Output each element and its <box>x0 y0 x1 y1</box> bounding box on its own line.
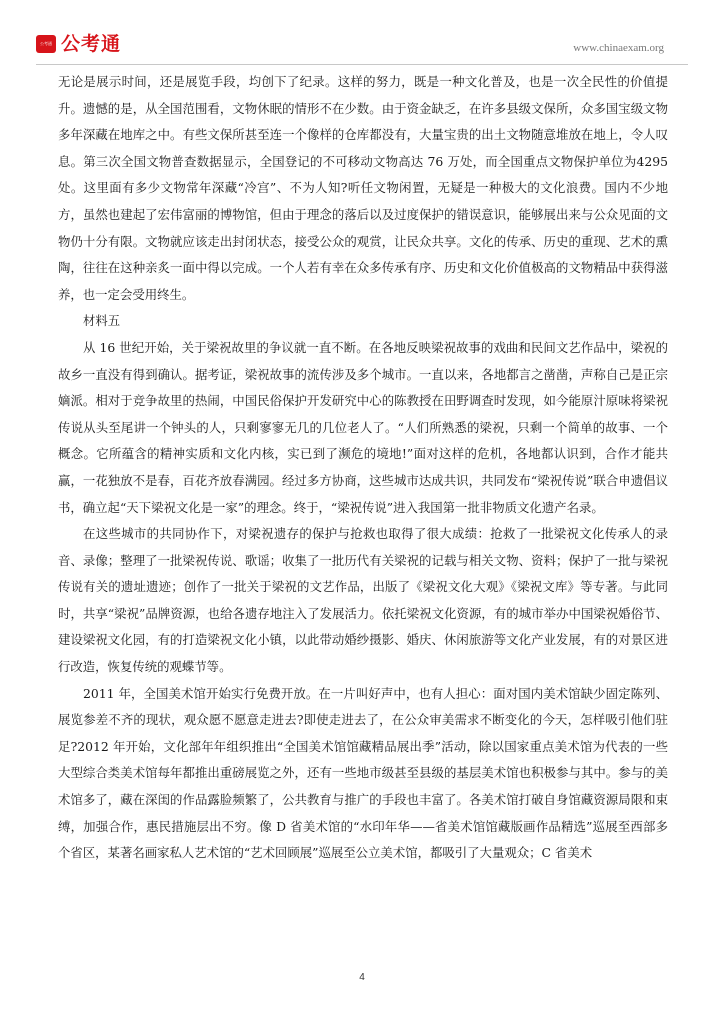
header-divider <box>36 64 688 65</box>
paragraph: 2011 年，全国美术馆开始实行免费开放。在一片叫好声中，也有人担心：面对国内美术馆缺少固定陈列、展览参差不齐的现状，观众愿不愿意走进去?即使走进去了，在公众审美需求不断变化的今天，怎样吸引他们驻足?2012 年开始，文化部年年组织推出“全国美术馆馆藏精品展出季”活动，除以国家重点美术馆为代表的一些大型综合类美术馆每年都推出重磅展览之外，还有一些地市级甚至县级的基层美术馆也积极参与其中。参与的美术馆多了，藏在深闺的作品露脸频繁了，公共教育与推广的手段也丰富了。各美术馆打破自身馆藏资源局限和束缚，加强合作，惠民措施层出不穷。像 D 省美术馆的“水印年华——省美术馆馆藏版画作品精选”巡展至西部多个省区，某著名画家私人艺术馆的“艺术回顾展”巡展至公立美术馆，都吸引了大量观众；C 省美术 <box>58 685 668 861</box>
paragraph: 在这些城市的共同协作下，对梁祝遗存的保护与抢救也取得了很大成绩：抢救了一批梁祝文化传承人的录音、录像；整理了一批梁祝传说、歌谣；收集了一批历代有关梁祝的记载与相关文物、资料；保护了一批与梁祝传说有关的遗址遗迹；创作了一批关于梁祝的文艺作品，出版了《梁祝文化大观》《梁祝文库》等专著。与此同时，共享“梁祝”品牌资源，也给各遗存地注入了发展活力。依托梁祝文化资源，有的城市举办中国梁祝婚俗节、建设梁祝文化园，有的打造梁祝文化小镇，以此带动婚纱摄影、婚庆、休闲旅游等文化产业发展，有的对景区进行改造，恢复传统的观蝶节等。 <box>58 526 668 675</box>
logo-text: 公考通 <box>61 33 122 55</box>
site-url: www.chinaexam.org <box>573 42 664 54</box>
page-number: 4 <box>359 972 365 983</box>
logo-icon: 公考通 <box>36 35 56 53</box>
page-header <box>36 31 688 61</box>
document-body <box>58 69 668 867</box>
paragraph: 从 16 世纪开始，关于梁祝故里的争议就一直不断。在各地反映梁祝故事的戏曲和民间文艺作品中，梁祝的故乡一直没有得到确认。据考证，梁祝故事的流传涉及多个城市。一直以来，各地都言之凿凿，声称自己是正宗嫡派。相对于竞争故里的热闹，中国民俗保护开发研究中心的陈教授在田野调查时发现，如今能原汁原味将梁祝传说从头至尾讲一个钟头的人，只剩寥寥无几的几位老人了。“人们所熟悉的梁祝，只剩一个简单的故事、一个概念。它所蕴含的精神实质和文化内核，实已到了濒危的境地!”面对这样的危机，各地都认识到，合作才能共赢，一花独放不是春，百花齐放春满园。经过多方协商，这些城市达成共识，共同发布“梁祝传说”联合申遗倡议书，确立起“天下梁祝文化是一家”的理念。终于，“梁祝传说”进入我国第一批非物质文化遗产名录。 <box>58 339 668 515</box>
section-heading-material-five: 材料五 <box>83 313 121 329</box>
paragraph-continued: 无论是展示时间，还是展览手段，均创下了纪录。这样的努力，既是一种文化普及，也是一次全民性的价值提升。遗憾的是，从全国范围看，文物休眠的情形不在少数。由于资金缺乏，在许多县级文保所，众多国宝级文物多年深藏在地库之中。有些文保所甚至连一个像样的仓库都没有，大量宝贵的出土文物随意堆放在地上，令人叹息。第三次全国文物普查数据显示，全国登记的不可移动文物高达 76 万处，而全国重点文物保护单位为4295 处。这里面有多少文物常年深藏“冷宫”、不为人知?听任文物闲置，无疑是一种极大的文化浪费。国内不少地方，虽然也建起了宏伟富丽的博物馆，但由于理念的落后以及过度保护的错误意识，能够展出来与公众见面的文物仍十分有限。文物就应该走出封闭状态，接受公众的观赏，让民众共享。文化的传承、历史的重现、艺术的熏陶，往往在这种亲炙一面中得以完成。一个人若有幸在众多传承有序、历史和文化价值极高的文物精品中获得滋养，也一定会受用终生。 <box>58 74 668 302</box>
